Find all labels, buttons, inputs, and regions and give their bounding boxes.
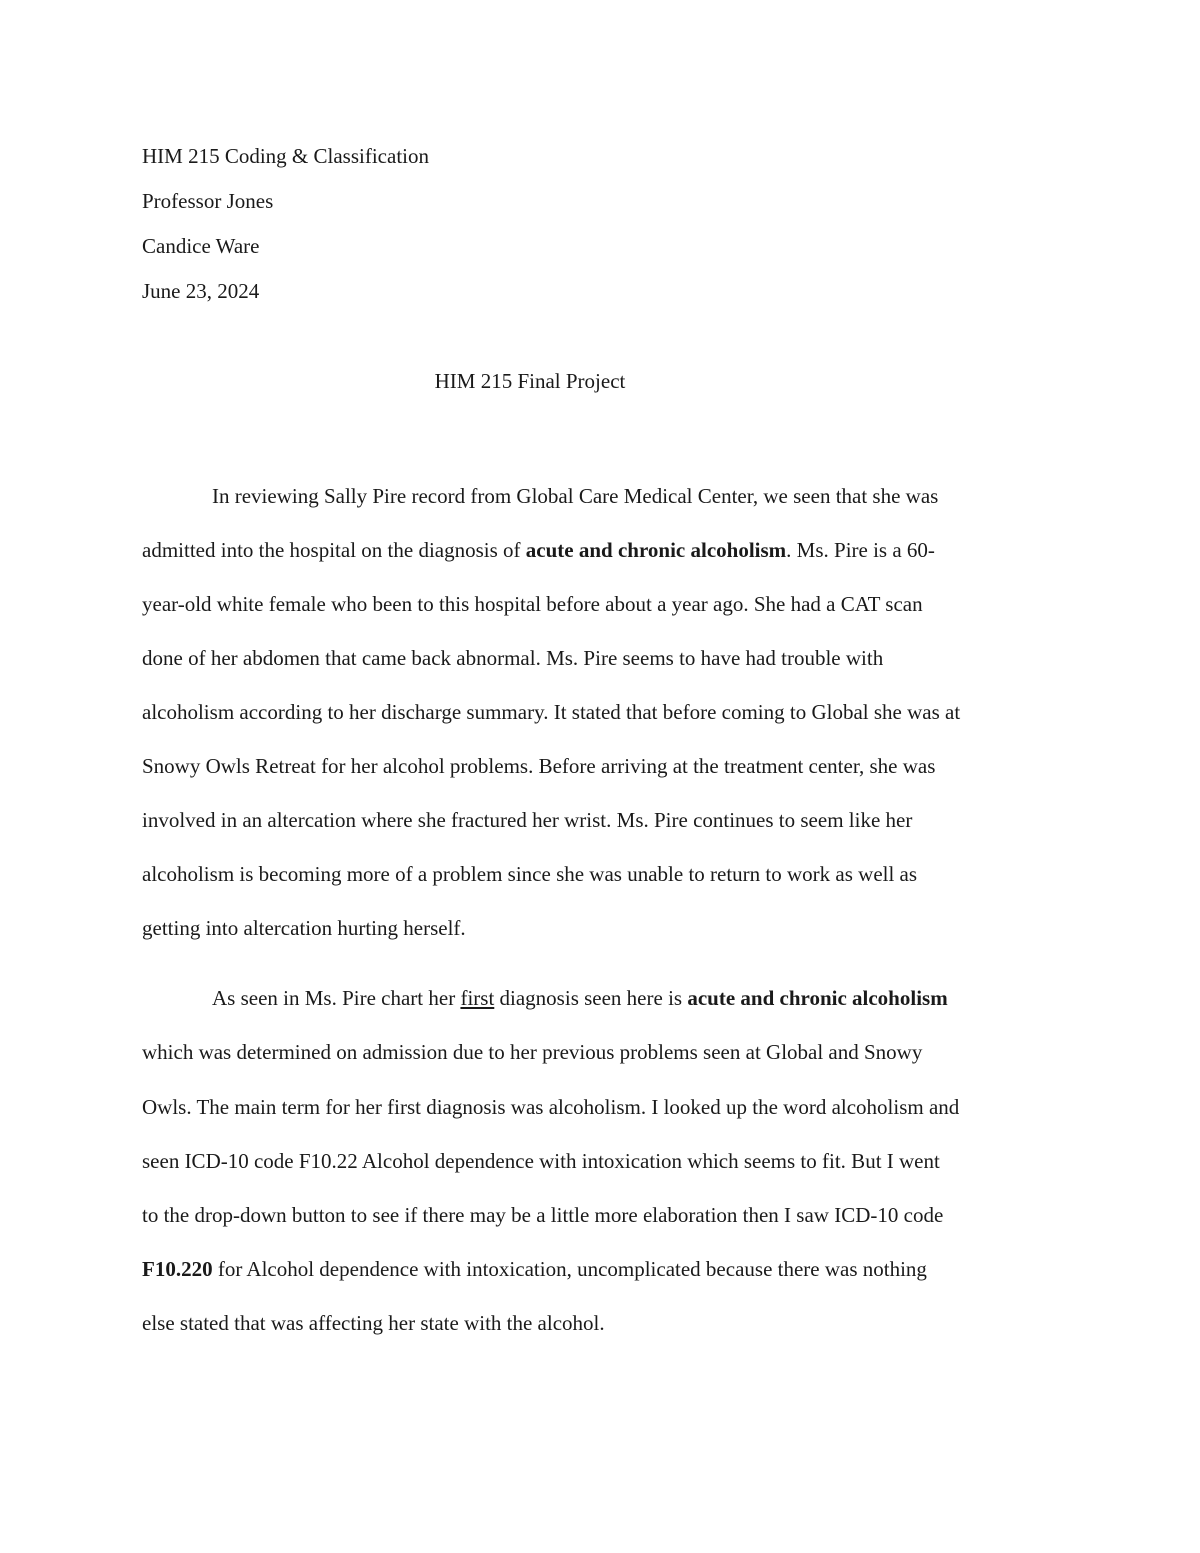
paragraph-line: year-old white female who been to this hospital before about a year ago. She had a CAT scan [142, 592, 923, 616]
professor-name: Professor Jones [142, 189, 274, 213]
bold-diagnosis-term: acute and chronic alcoholism [525, 538, 787, 562]
document-title: HIM 215 Final Project [434, 369, 626, 393]
paragraph-line: involved in an altercation where she fractured her wrist. Ms. Pire continues to seem like her [142, 808, 913, 832]
text-span: . Ms. Pire is a 60- [786, 538, 935, 562]
paragraph-line: Snowy Owls Retreat for her alcohol problems. Before arriving at the treatment center, she was [142, 754, 936, 778]
paragraph-line: alcoholism is becoming more of a problem since she was unable to return to work as well as [142, 862, 918, 886]
text-span: diagnosis seen here is [494, 986, 688, 1010]
text-span: for Alcohol dependence with intoxication, uncomplicated because there was nothing [212, 1257, 927, 1281]
paragraph-line: else stated that was affecting her state with the alcohol. [142, 1311, 605, 1335]
paragraph-line: done of her abdomen that came back abnormal. Ms. Pire seems to have had trouble with [142, 646, 884, 670]
paragraph-line: In reviewing Sally Pire record from Global Care Medical Center, we seen that she was [212, 484, 939, 508]
text-span: As seen in Ms. Pire chart her [212, 986, 461, 1010]
paragraph-line: which was determined on admission due to her previous problems seen at Global and Snowy [142, 1040, 923, 1064]
paragraph-line [142, 1257, 927, 1281]
paragraph-line: Owls. The main term for her first diagnosis was alcoholism. I looked up the word alcoholism and [142, 1095, 960, 1119]
bold-diagnosis-term: acute and chronic alcoholism [687, 986, 948, 1010]
paragraph-line [142, 538, 935, 562]
underlined-word: first [460, 986, 495, 1010]
bold-icd-code: F10.220 [142, 1257, 213, 1281]
document-date: June 23, 2024 [142, 279, 260, 303]
paragraph-line: alcoholism according to her discharge summary. It stated that before coming to Global she was at [142, 700, 961, 724]
paragraph-line [212, 986, 948, 1010]
paragraph-line: to the drop-down button to see if there may be a little more elaboration then I saw ICD-10 code [142, 1203, 944, 1227]
text-span: admitted into the hospital on the diagnosis of [142, 538, 526, 562]
student-name: Candice Ware [142, 234, 260, 258]
paragraph-line: getting into altercation hurting herself. [142, 916, 466, 940]
paragraph-line: seen ICD-10 code F10.22 Alcohol dependence with intoxication which seems to fit. But I went [142, 1149, 940, 1173]
course-name: HIM 215 Coding & Classification [142, 144, 429, 168]
